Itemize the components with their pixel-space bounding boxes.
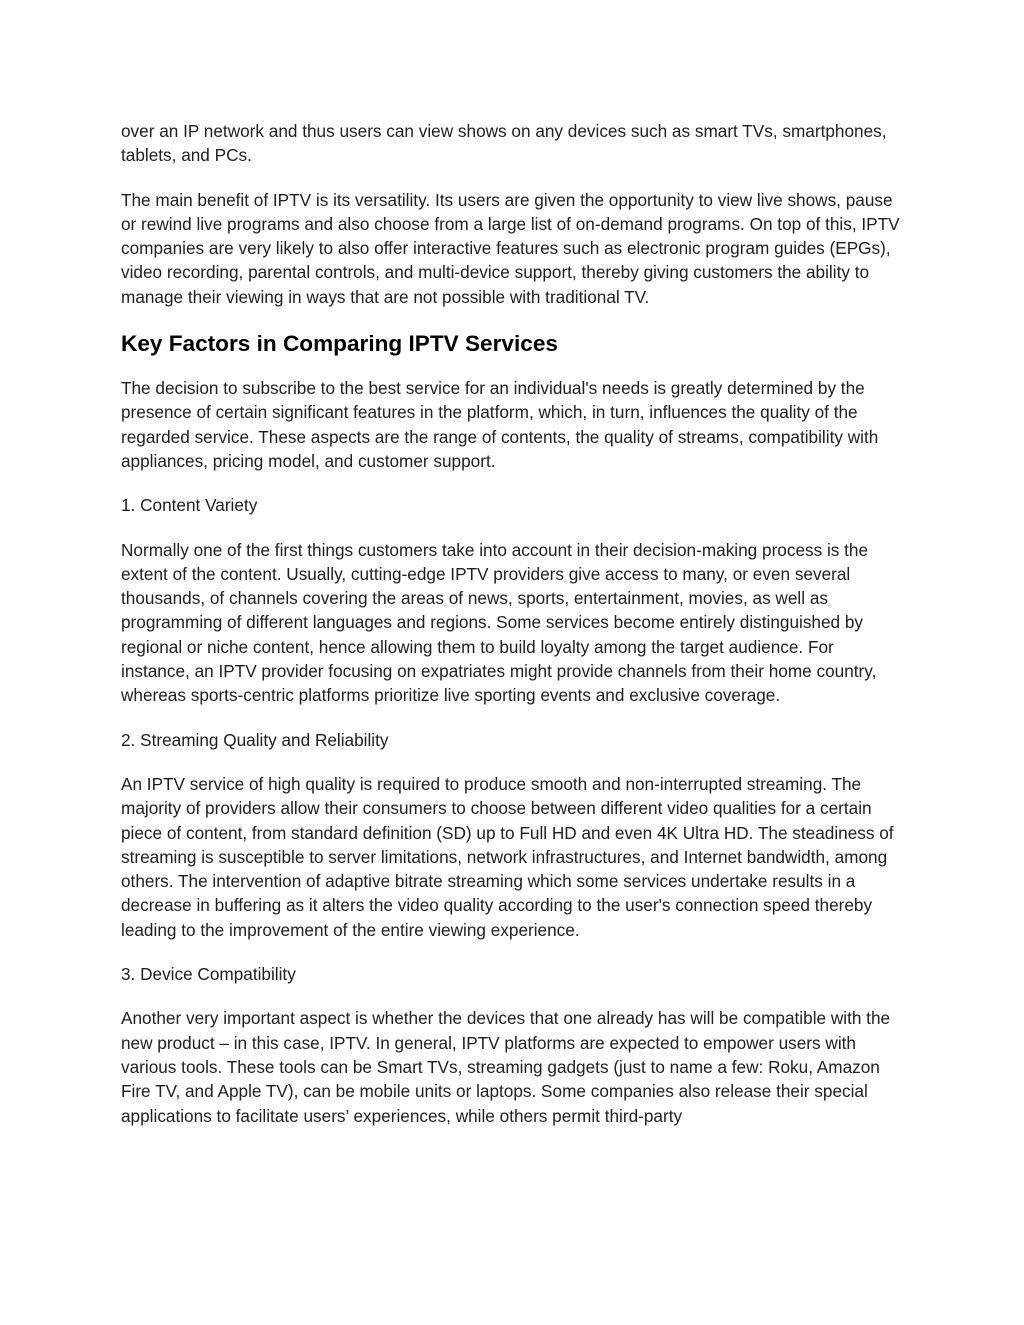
intro-continuation-paragraph: over an IP network and thus users can view shows on any devices such as smart TVs, smartphones, tablets, and PCs. — [121, 121, 887, 166]
factor-body-content-variety: Normally one of the first things customers take into account in their decision-making process is the extent of the content. Usually, cutting-edge IPTV providers give access to many, or even several thousands, of channels covering the areas of news, sports, entertainment, movies, as well as programming of different languages and regions. Some services become entirely distinguished by regional or niche content, hence allowing them to build loyalty among the target audience. For instance, an IPTV provider focusing on expatriates might provide channels from their home country, whereas sports-centric platforms prioritize live sporting events and exclusive coverage. — [121, 539, 877, 706]
factor-label-streaming-quality: 2. Streaming Quality and Reliability — [121, 729, 389, 750]
section-intro-paragraph: The decision to subscribe to the best service for an individual's needs is greatly determined by the presence of certain significant features in the platform, which, in turn, influences the quality of the regarded service. These aspects are the range of contents, the quality of streams, compatibility with appliances, pricing model, and customer support. — [121, 378, 879, 471]
factor-label-device-compatibility: 3. Device Compatibility — [121, 964, 296, 985]
section-heading: Key Factors in Comparing IPTV Services — [121, 331, 558, 357]
factor-label-content-variety: 1. Content Variety — [121, 495, 258, 516]
factor-body-device-compatibility: Another very important aspect is whether the devices that one already has will be compatible with the new product – in this case, IPTV. In general, IPTV platforms are expected to empower users with various tools. These tools can be Smart TVs, streaming gadgets (just to name a few: Roku, Amazon Fire TV, and Apple TV), can be mobile units or laptops. Some companies also release their special applications to facilitate users’ experiences, while others permit third-party — [121, 1008, 891, 1126]
document-page — [121, 119, 907, 1128]
factor-body-streaming-quality: An IPTV service of high quality is required to produce smooth and non-interrupted streaming. The majority of providers allow their consumers to choose between different video qualities for a certain piece of content, from standard definition (SD) up to Full HD and even 4K Ultra HD. The steadiness of streaming is susceptible to server limitations, network infrastructures, and Internet bandwidth, among others. The intervention of adaptive bitrate streaming which some services undertake results in a decrease in buffering as it alters the video quality according to the user's connection speed thereby leading to the improvement of the entire viewing experience. — [121, 773, 894, 940]
benefit-paragraph: The main benefit of IPTV is its versatility. Its users are given the opportunity to view live shows, pause or rewind live programs and also choose from a large list of on-demand programs. On top of this, IPTV companies are very likely to also offer interactive features such as electronic program guides (EPGs), video recording, parental controls, and multi-device support, thereby giving customers the ability to manage their viewing in ways that are not possible with traditional TV. — [121, 189, 900, 307]
